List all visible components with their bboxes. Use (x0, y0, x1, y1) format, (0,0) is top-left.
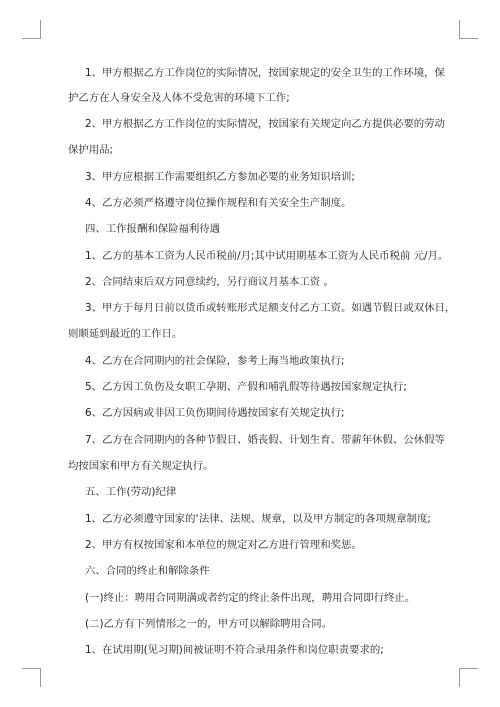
paragraph-line: (一)终止：聘用合同期满或者约定的终止条件出现，聘用合同即行终止。 (85, 592, 416, 604)
paragraph-line: 5、乙方因工负伤及女职工孕期、产假和哺乳假等待遇按国家规定执行; (85, 381, 407, 393)
paragraph-line: 护乙方在人身安全及人体不受危害的环境下工作; (68, 92, 290, 104)
paragraph-line: 2、甲方有权按国家和本单位的规定对乙方进行管理和奖惩。 (85, 539, 362, 551)
paragraph-line: 1、甲方根据乙方工作岗位的实际情况，按国家规定的安全卫生的工作环境，保 (85, 67, 445, 79)
paragraph-line: 6、乙方因病或非因工负伤期间待遇按国家有关规定执行; (85, 407, 345, 419)
paragraph-line: 均按国家和甲方有关规定执行。 (68, 460, 214, 472)
paragraph-line: 3、甲方应根据工作需要组织乙方参加必要的业务知识培训; (85, 171, 355, 183)
paragraph-line: 4、乙方必须严格遵守岗位操作规程和有关安全生产制度。 (85, 197, 352, 209)
paragraph-line: 7、乙方在合同期内的各种节假日、婚丧假、计划生育、带薪年休假、公休假等 (85, 434, 445, 446)
crop-mark-bottom-left (40, 668, 41, 687)
paragraph-line: 1、乙方的基本工资为人民币税前/月;其中试用期基本工资为人民币税前 元/月。 (85, 250, 449, 262)
section-heading: 四、工作报酬和保险福利待遇 (85, 223, 221, 235)
paragraph-line: 3、甲方于每月日前以货币或转账形式足额支付乙方工资。如遇节假日或双休日， (85, 302, 456, 314)
paragraph-line: 4、乙方在合同期内的社会保险，参考上海当地政策执行; (85, 355, 345, 367)
paragraph-line: 2、合同结束后双方同意续约，另行商议月基本工资 。 (85, 276, 334, 288)
crop-mark-top-left (40, 20, 41, 39)
crop-mark-top-right (459, 20, 460, 39)
section-heading: 六、合同的终止和解除条件 (85, 565, 210, 577)
paragraph-line: 保护用品; (68, 144, 114, 156)
crop-mark-top-right (460, 38, 478, 39)
paragraph-line: (二)乙方有下列情形之一的，甲方可以解除聘用合同。 (85, 618, 333, 630)
paragraph-line: 1、在试用期(见习期)间被证明不符合录用条件和岗位职责要求的; (85, 644, 384, 656)
crop-mark-bottom-left (22, 668, 40, 669)
paragraph-line: 2、甲方根据乙方工作岗位的实际情况，按国家有关规定向乙方提供必要的劳动 (85, 118, 445, 130)
paragraph-line: 1、乙方必须遵守国家的‘法律、法规、规章，以及甲方制定的各项规章制度; (85, 513, 431, 525)
crop-mark-bottom-right (460, 668, 478, 669)
paragraph-line: 则顺延到最近的工作日。 (68, 328, 183, 340)
crop-mark-top-left (22, 38, 40, 39)
crop-mark-bottom-right (459, 668, 460, 687)
section-heading: 五、工作(劳动)纪律 (85, 486, 177, 498)
